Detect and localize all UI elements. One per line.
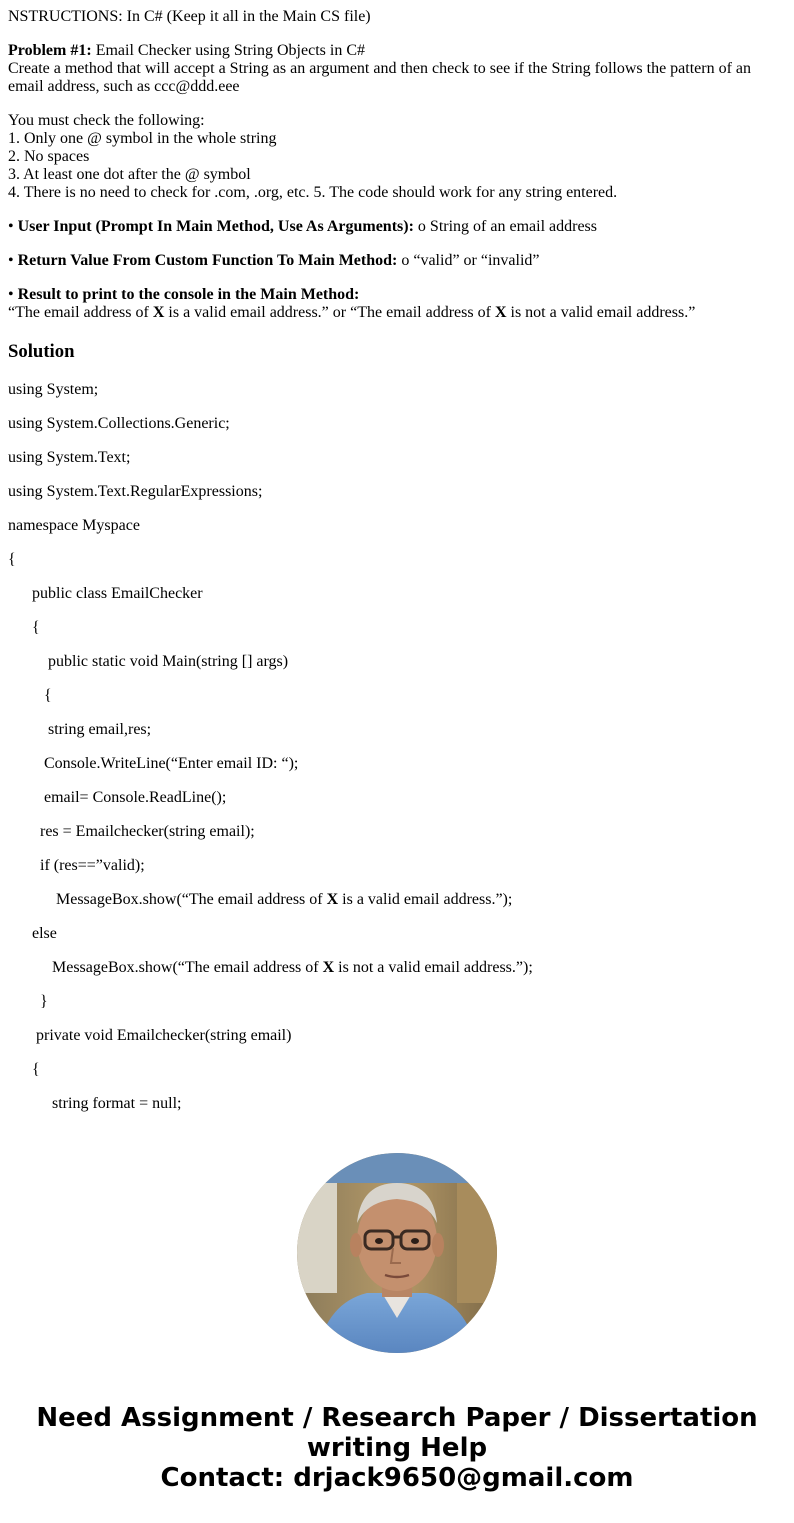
code-line: public static void Main(string [] args): [48, 653, 289, 670]
portrait-image: [297, 1153, 497, 1353]
code-part: is not a valid email address.”);: [334, 959, 533, 976]
result-x: X: [152, 304, 165, 321]
result-label: Result to print to the console in the Main Method:: [17, 286, 360, 303]
return-label: Return Value From Custom Function To Main Method:: [17, 252, 398, 269]
code-line: using System.Collections.Generic;: [8, 415, 230, 432]
code-line: [56, 891, 512, 909]
check-item: 4. There is no need to check for .com, .org, etc. 5. The code should work for any string entered.: [8, 184, 618, 201]
code-line: string format = null;: [52, 1095, 182, 1112]
result-part: is not a valid email address.”: [506, 304, 696, 321]
code-line: public class EmailChecker: [32, 585, 203, 602]
code-part: is a valid email address.”);: [338, 891, 513, 908]
bullet-glyph: •: [8, 286, 14, 303]
code-line: {: [32, 1061, 40, 1078]
code-line: {: [32, 619, 40, 636]
code-line: using System;: [8, 381, 99, 398]
code-line: if (res==”valid);: [40, 857, 145, 874]
footer-contact: Contact: drjack9650@gmail.com: [160, 1463, 634, 1493]
code-x: X: [322, 959, 335, 976]
code-line: using System.Text;: [8, 449, 131, 466]
code-line: email= Console.ReadLine();: [44, 789, 227, 806]
code-line: using System.Text.RegularExpressions;: [8, 483, 263, 500]
user-input-text: o String of an email address: [413, 218, 597, 235]
user-input-bullet: [8, 218, 786, 236]
avatar: [297, 1153, 497, 1353]
problem-desc-1: Create a method that will accept a String as an argument and then check to see if the String follows the pattern of an: [8, 60, 752, 77]
bullet-glyph: •: [8, 218, 14, 235]
code-x: X: [326, 891, 339, 908]
footer-ad: [0, 1403, 794, 1493]
problem-title-text: Email Checker using String Objects in C#: [91, 42, 365, 59]
code-line: [52, 959, 533, 977]
result-part: “The email address of: [8, 304, 153, 321]
problem-statement: [8, 8, 786, 322]
code-line: string email,res;: [48, 721, 152, 738]
check-item: 3. At least one dot after the @ symbol: [8, 166, 251, 183]
result-bullet: [8, 286, 786, 304]
user-input-label: User Input (Prompt In Main Method, Use As Arguments):: [17, 218, 414, 235]
bullet-glyph: •: [8, 252, 14, 269]
check-item: 2. No spaces: [8, 148, 90, 165]
code-line: {: [8, 551, 16, 568]
code-part: MessageBox.show(“The email address of: [52, 959, 323, 976]
result-x: X: [494, 304, 507, 321]
return-text: o “valid” or “invalid”: [397, 252, 540, 269]
instructions-text: NSTRUCTIONS: In C# (Keep it all in the Main CS file): [8, 8, 371, 25]
result-part: is a valid email address.” or “The email address of: [164, 304, 495, 321]
code-line: res = Emailchecker(string email);: [40, 823, 255, 840]
code-line: }: [40, 993, 48, 1010]
check-item: 1. Only one @ symbol in the whole string: [8, 130, 277, 147]
code-line: {: [44, 687, 52, 704]
checks-intro: You must check the following:: [8, 112, 205, 129]
return-value-bullet: [8, 252, 786, 270]
code-line: private void Emailchecker(string email): [36, 1027, 292, 1044]
footer-line-2: writing Help: [306, 1433, 488, 1463]
code-line: Console.WriteLine(“Enter email ID: “);: [44, 755, 299, 772]
problem-desc-2: email address, such as ccc@ddd.eee: [8, 78, 240, 95]
footer-line-1: Need Assignment / Research Paper / Dissertation: [36, 1403, 758, 1433]
solution-heading: Solution: [8, 341, 75, 362]
problem-label: Problem #1:: [8, 42, 92, 59]
problem-title: [8, 42, 786, 60]
code-line: else: [32, 925, 57, 942]
code-part: MessageBox.show(“The email address of: [56, 891, 327, 908]
code-line: namespace Myspace: [8, 517, 140, 534]
result-text: [8, 304, 786, 322]
